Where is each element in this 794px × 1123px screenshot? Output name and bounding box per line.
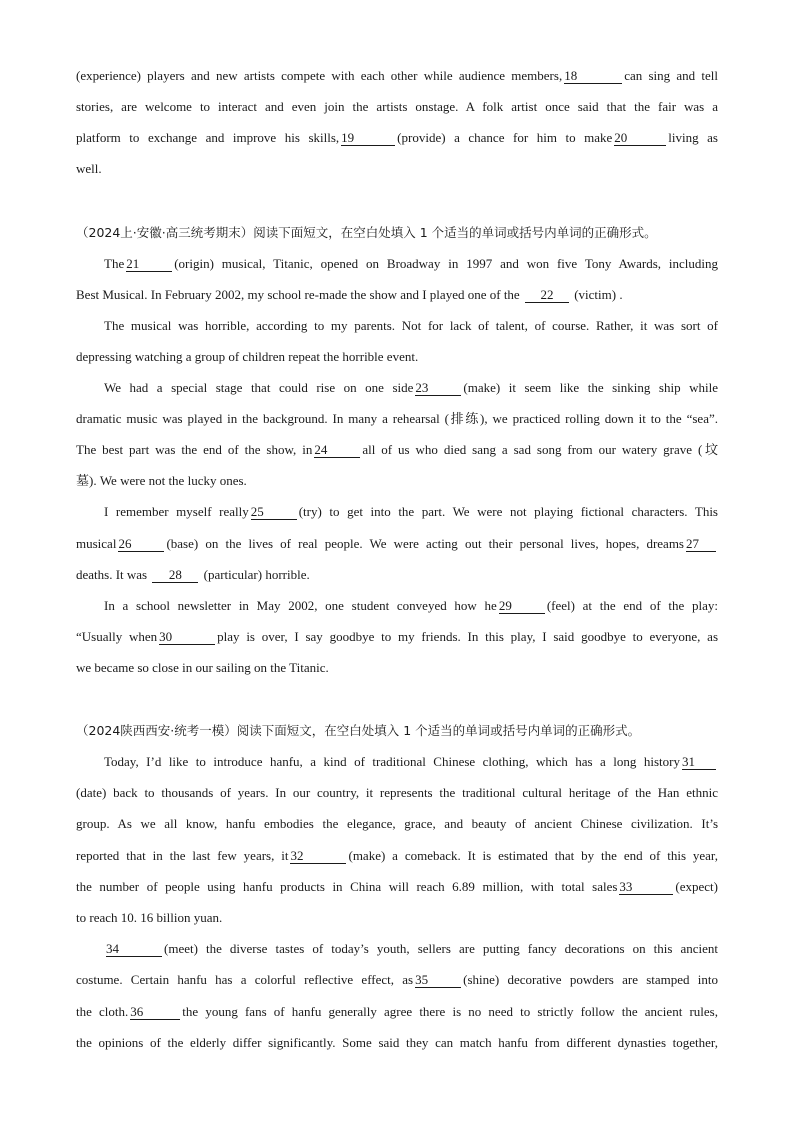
passage3-line-1: Today, I’d like to introduce hanfu, a kind of traditional Chinese clothing, which has a long history 31 [104,753,718,771]
passage3-line-2: (date) back to thousands of years. In our country, it represents the traditional cultural heritage of the Han ethnic [76,785,718,800]
passage3-line-6: to reach 10. 16 billion yuan. [76,910,223,925]
blank-30[interactable]: 30 [159,630,215,645]
section-heading-xian: （2024陕西西安·统考一模）阅读下面短文，在空白处填入 1 个适当的单词或括号内单词的正确形式。 [76,723,641,738]
passage2-line-11: deaths. It was 28 (particular) horrible. [76,567,310,582]
passage2-line-5: We had a special stage that could rise on one side 23 (make) it seem like the sinking ship while [104,380,718,395]
blank-35[interactable]: 35 [415,973,461,988]
passage2-line-9: I remember myself really 25 (try) to get into the part. We were not playing fictional characters. This [104,504,718,519]
blank-32[interactable]: 32 [290,849,346,864]
passage1-line-2: stories, are welcome to interact and even join the artists onstage. A folk artist once said that the fair was a [76,99,718,114]
blank-31[interactable]: 31 [682,755,716,770]
passage3-line-3: group. As we all know, hanfu embodies the elegance, grace, and beauty of ancient Chinese civilization. It’s [76,816,718,831]
passage2-line-1: The 21 (origin) musical, Titanic, opened on Broadway in 1997 and won five Tony Awards, including [104,256,718,271]
passage3-line-4: reported that in the last few years, it 32 (make) a comeback. It is estimated that by the end of this year, [76,848,718,863]
passage2-line-14: we became so close in our sailing on the Titanic. [76,660,329,675]
blank-19[interactable]: 19 [341,131,395,146]
blank-28[interactable]: 28 [152,568,198,583]
passage3-line-5: the number of people using hanfu products in China will reach 6.89 million, with total sales 33 (expect) [76,879,718,894]
passage2-line-2: Best Musical. In February 2002, my school re-made the show and I played one of the 22 (victim) . [76,287,623,302]
passage2-line-8: 墓). We were not the lucky ones. [76,473,247,488]
blank-24[interactable]: 24 [314,443,360,458]
passage2-line-6: dramatic music was played in the background. In many a rehearsal (排练), we practiced rolling down it to the “sea”. [76,411,718,426]
section-heading-anhui: （2024上·安徽·高三统考期末）阅读下面短文，在空白处填入 1 个适当的单词或括号内单词的正确形式。 [76,225,657,240]
blank-33[interactable]: 33 [619,880,673,895]
blank-26[interactable]: 26 [118,537,164,552]
passage1-line-1: (experience) players and new artists compete with each other while audience members, 18 can sing and tell [76,68,718,83]
passage1-line-4: well. [76,161,102,176]
passage3-line-8: costume. Certain hanfu has a colorful reflective effect, as 35 (shine) decorative powders are stamped into [76,972,718,987]
passage2-line-3: The musical was horrible, according to my parents. Not for lack of talent, of course. Rather, it was sort of [104,318,718,333]
blank-22[interactable]: 22 [525,288,569,303]
blank-34[interactable]: 34 [106,942,162,957]
passage2-line-7: The best part was the end of the show, in 24 all of us who died sang a sad song from our watery grave (坟 [76,442,718,457]
passage1-line-3: platform to exchange and improve his skills, 19 (provide) a chance for him to make 20 living as [76,130,718,145]
blank-23[interactable]: 23 [415,381,461,396]
blank-27[interactable]: 27 [686,537,716,552]
blank-18[interactable]: 18 [564,69,622,84]
passage2-line-12: In a school newsletter in May 2002, one student conveyed how he 29 (feel) at the end of the play: [104,598,718,613]
blank-29[interactable]: 29 [499,599,545,614]
blank-20[interactable]: 20 [614,131,666,146]
passage3-line-9: the cloth. 36 the young fans of hanfu generally agree there is no need to strictly follow the ancient rules, [76,1004,718,1019]
blank-25[interactable]: 25 [251,505,297,520]
passage3-line-7: 34 (meet) the diverse tastes of today’s youth, sellers are putting fancy decorations on this ancient [106,941,718,956]
passage2-line-10: musical 26 (base) on the lives of real people. We were acting out their personal lives, hopes, dreams 27 [76,535,718,553]
blank-36[interactable]: 36 [130,1005,180,1020]
blank-21[interactable]: 21 [126,257,172,272]
passage3-line-10: the opinions of the elderly differ significantly. Some said they can match hanfu from different dynasties together, [76,1035,718,1050]
passage2-line-13: “Usually when 30 play is over, I say goodbye to my friends. In this play, I said goodbye to everyone, as [76,629,719,644]
passage2-line-4: depressing watching a group of children repeat the horrible event. [76,349,419,364]
